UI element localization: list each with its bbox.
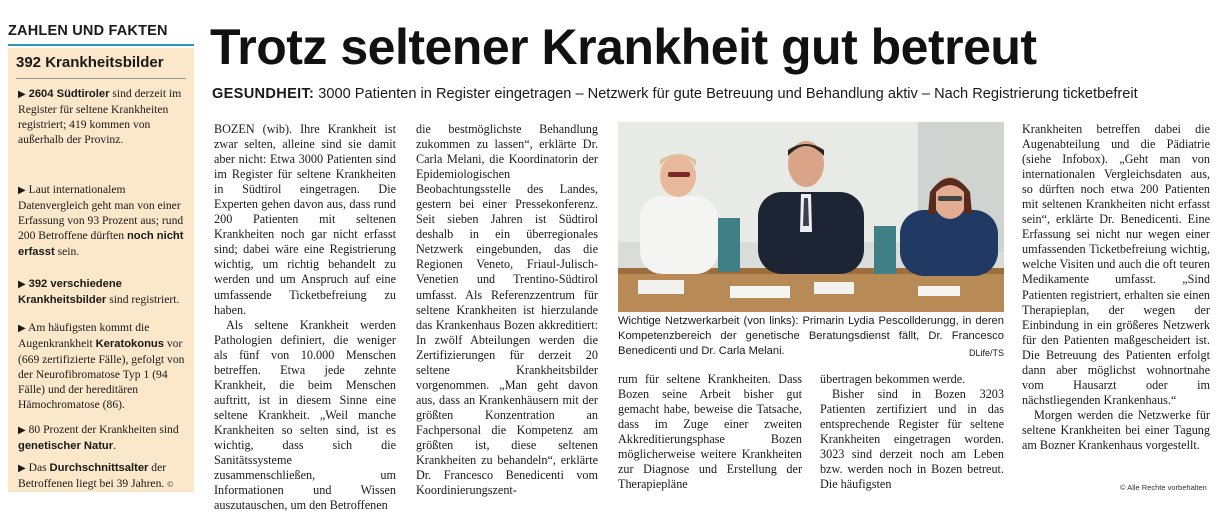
sidebar-box (8, 48, 194, 492)
subline-kicker: GESUNDHEIT: (212, 86, 315, 102)
bullet-triangle-icon: ▶ (18, 463, 26, 474)
paragraph: Bisher sind in Bozen 3203 Patienten zertifiziert und in das entsprechende Register für seltene Krankheiten eingetragen worden. 3023 sind derzeit noch am Leben bzw. werden noch in Bozen betreut. Die häufigsten (820, 387, 1004, 492)
sidebar-title-rule (16, 78, 186, 79)
article-column-2 (416, 122, 598, 498)
photo-caption: Wichtige Netzwerkarbeit (von links): Primarin Lydia Pescollderungg, in deren Kompetenzbereich der genetische Beratungsdienst fällt, Dr. Francesco Benedicenti und Dr. Carla Melani. DLife/TS (618, 314, 1004, 359)
fact-item: ▶ Am häufigsten kommt die Augenkrankheit Keratokonus vor (669 zertifizierte Fälle), gefolgt von der Neurofibromatose Typ 1 (94 Fälle) und der hereditären Hämochromatose (86). (18, 321, 185, 411)
facts-sidebar (8, 22, 194, 492)
paragraph: Als seltene Krankheit werden Pathologien definiert, die weniger als fünf von 10.000 Menschen betreffen. Etwa jede zehnte Krankheit, die beim Menschen auftritt, ist in diesem Sinne eine seltene Krankheit. „Weil manche Krankheiten so selten sind, ist es wichtig, dass sich die Sanitätssysteme zusammenschließen, um Informationen und Wissen auszutauschen, um den Betroffenen (214, 317, 396, 513)
paragraph: die bestmöglichste Behandlung zukommen zu lassen“, erklärte Dr. Carla Melani, die Koordinatorin der Epidemiologischen Beobachtungsstelle des Landes, gestern bei einer Pressekonferenz. Seit sieben Jahren ist Südtirol deshalb in ein überregionales Netzwerk eingebunden, das die Regionen Veneto, Friaul-Julisch-Venetien und Trentino-Südtirol umfasst. Als Referenzzentrum für seltene Krankheiten ist hierzulande das Krankenhaus Bozen akkreditiert: In zwölf Abteilungen werden die Zertifizierungen für derzeit 20 seltene Krankheitsbilder vorgenommen. „Man geht davon aus, dass an Krankenhäusern mit der größten Konzentration an Fachpersonal die Kompetenz am größten ist, diese seltenen Krankheiten zu behandeln“, erklärte Dr. Francesco Benedicenti vom Koordinierungszent- (416, 122, 598, 498)
paragraph: Morgen werden die Netzwerke für seltene Krankheiten bei einer Tagung am Bozner Krankenhaus vorgestellt. (1022, 407, 1210, 452)
paragraph: übertragen bekommen werde. (820, 372, 966, 386)
fact-item: ▶ 392 verschiedene Krankheitsbilder sind registriert. (18, 278, 180, 306)
bullet-triangle-icon: ▶ (18, 279, 26, 290)
article-column-1 (214, 122, 396, 513)
article-column-3 (618, 372, 802, 492)
photo-image (618, 122, 1004, 312)
bullet-triangle-icon: ▶ (18, 425, 26, 436)
fact-item: ▶ Das Durchschnittsalter der Betroffenen liegt bei 39 Jahren. © (18, 461, 174, 490)
sidebar-header-rule (8, 44, 194, 46)
sidebar-header: ZAHLEN UND FAKTEN (8, 23, 168, 39)
article-column-5 (1022, 122, 1210, 453)
photo-credit: DLife/TS (968, 348, 1004, 358)
fact-item: ▶ 2604 Südtiroler sind derzeit im Register für seltene Krankheiten registriert; 419 kommen von außerhalb der Provinz. (18, 87, 182, 146)
paragraph: Krankheiten betreffen dabei die Augenabteilung und die Pädiatrie (siehe Infobox). „Geht man von internationalen Vergleichsdaten aus, so dürften noch etwa 200 Patienten mit seltenen Krankheiten nicht erfasst sein“, erklärte Dr. Benedicenti. Eine Erfassung sei nicht nur wegen einer umfassenden Ticketbefreiung wichtig, welche Visiten und auch die oft teuren Medikamente umfasst. „Sind Patienten registriert, erhalten sie einen Therapieplan, der wegen der Einbindung in ein größeres Netzwerk für den Patienten maßgescheidert ist. Die Betreuung des Patienten erfolgt dann aber möglichst wohnortnahe vom Hausarzt oder im nächstliegenden Krankenhaus.“ (1022, 122, 1210, 407)
article-subheadline: GESUNDHEIT: 3000 Patienten in Register eingetragen – Netzwerk für gute Betreuung und Behandlung aktiv – Nach Registrierung ticketbefreit (212, 86, 1138, 102)
paragraph: BOZEN (wib). Ihre Krankheit ist zwar selten, alleine sind sie damit aber nicht: Etwa 3000 Patienten sind im Register für seltene Krankheiten in Südtirol eingetragen. Die Experten gehen davon aus, dass rund 200 Patienten mit seltenen Krankheiten noch gar nicht erfasst sind; dabei wäre eine Registrierung wichtig, um richtig behandelt zu werden und um Anspruch auf eine umfassende Ticketbefreiung zu haben. (214, 122, 396, 317)
bullet-triangle-icon: ▶ (18, 89, 26, 100)
endmark-icon: © (167, 480, 174, 489)
copyright-notice: © Alle Rechte vorbehalten (1120, 483, 1207, 492)
fact-item: ▶ 80 Prozent der Krankheiten sind genetischer Natur. (18, 423, 179, 452)
paragraph: rum für seltene Krankheiten. Dass Bozen seine Arbeit bisher gut gemacht habe, beweise die Tatsache, dass im Zuge einer zweiten Akkreditierungsphase Bozen möglicherweise weitere Krankheiten zur Diagnose und Erstellung der Therapiepläne (618, 372, 802, 492)
fact-item: ▶ Laut internationalem Datenvergleich geht man von einer Erfassung von 93 Prozent aus; rund 200 Betroffene dürften noch nicht erfasst sein. (18, 183, 184, 258)
article-headline: Trotz seltener Krankheit gut betreut (210, 19, 1037, 75)
bullet-triangle-icon: ▶ (18, 185, 26, 196)
bullet-triangle-icon: ▶ (18, 323, 26, 334)
press-conference-photo (618, 122, 1004, 312)
sidebar-title: 392 Krankheitsbilder (16, 54, 164, 71)
article-column-4 (820, 372, 1004, 492)
